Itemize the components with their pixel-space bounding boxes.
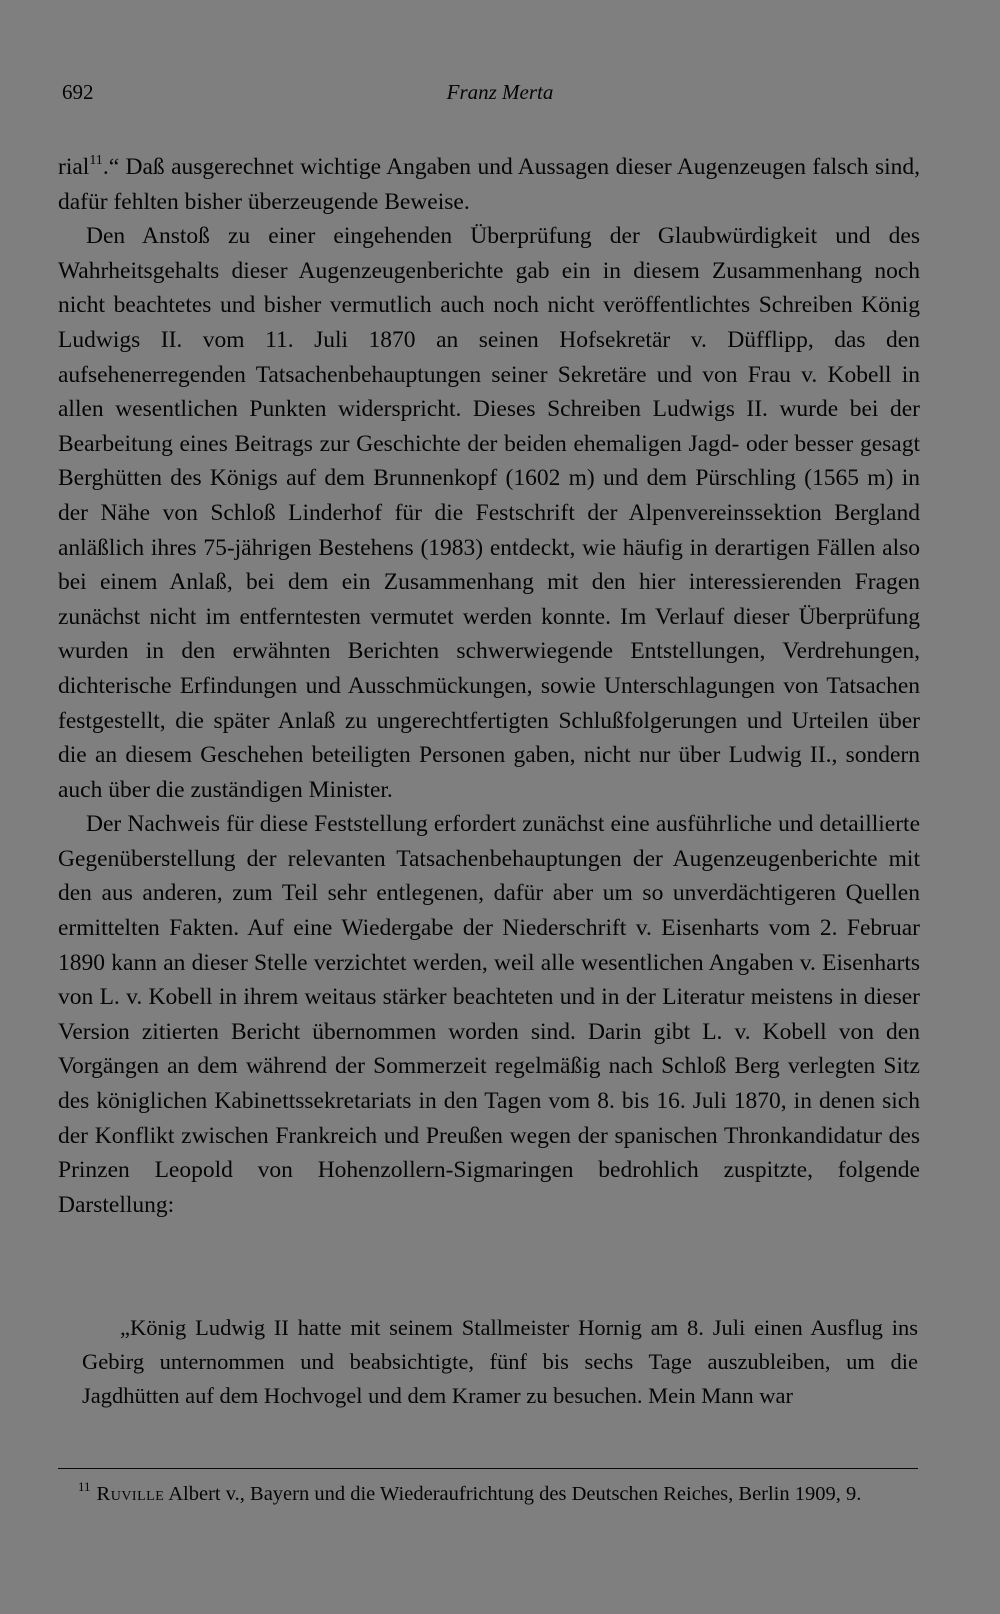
quote-text: „König Ludwig II hatte mit seinem Stallmeister Hornig am 8. Juli einen Ausflug ins Gebirg unternommen und beabsichtigte, fünf bis sechs Tage auszubleiben, um die Jagdhütten auf dem Hochvogel und dem Kramer zu besuchen. Mein Mann war <box>82 1315 918 1408</box>
paragraph-2: Den Anstoß zu einer eingehenden Überprüfung der Glaubwürdigkeit und des Wahrheitsgehalts dieser Augenzeugenberichte gab ein in diesem Zusammenhang noch nicht beachtetes und bisher vermutlich auch noch nicht veröffentlichtes Schreiben König Ludwigs II. vom 11. Juli 1870 an seinen Hofsekretär v. Düfflipp, das den aufsehenerregenden Tatsachenbehauptungen seiner Sekretäre und von Frau v. Kobell in allen wesentlichen Punkten widerspricht. Dieses Schreiben Ludwigs II. wurde bei der Bearbeitung eines Beitrags zur Geschichte der beiden ehemaligen Jagd- oder besser gesagt Berghütten des Königs auf dem Brunnenkopf (1602 m) und dem Pürschling (1565 m) in der Nähe von Schloß Linderhof für die Festschrift der Alpenvereinssektion Bergland anläßlich ihres 75-jährigen Bestehens (1983) entdeckt, wie häufig in derartigen Fällen also bei einem Anlaß, bei dem ein Zusammenhang mit den hier interessierenden Fragen zunächst nicht im entferntesten vermutet werden konnte. Im Verlauf dieser Überprüfung wurden in den erwähnten Berichten schwerwiegende Entstellungen, Verdrehungen, dichterische Erfindungen und Ausschmückungen, sowie Unterschlagungen von Tatsachen festgestellt, die später Anlaß zu ungerechtfertigten Schlußfolgerungen und Urteilen über die an diesem Geschehen beteiligten Personen gaben, nicht nur über Ludwig II., sondern auch über die zuständigen Minister. <box>58 223 920 803</box>
body-text <box>58 150 920 1222</box>
footnote-reference[interactable]: 11 <box>89 153 103 168</box>
page-header <box>62 80 938 112</box>
footnote-author: Ruville <box>96 1483 165 1505</box>
footnote <box>58 1480 918 1508</box>
page-number: 692 <box>62 80 94 104</box>
paragraph-3: Der Nachweis für diese Feststellung erfordert zunächst eine ausführliche und detaillierte Gegenüberstellung der relevanten Tatsachenbehauptungen der Augenzeugenberichte mit den aus anderen, zum Teil sehr entlegenen, dafür aber um so unverdächtigeren Quellen ermittelten Fakten. Auf eine Wiedergabe der Niederschrift v. Eisenharts vom 2. Februar 1890 kann an dieser Stelle verzichtet werden, weil alle wesentlichen Angaben v. Eisenharts von L. v. Kobell in ihrem weitaus stärker beachteten und in der Literatur meistens in dieser Version zitierten Bericht übernommen worden sind. Darin gibt L. v. Kobell von den Vorgängen an dem während der Sommerzeit regelmäßig nach Schloß Berg verlegten Sitz des königlichen Kabinettssekretariats in den Tagen vom 8. bis 16. Juli 1870, in denen sich der Konflikt zwischen Frankreich und Preußen wegen der spanischen Thronkandidatur des Prinzen Leopold von Hohenzollern-Sigmaringen bedrohlich zuspitzte, folgende Darstellung: <box>58 811 920 1218</box>
running-head: Franz Merta <box>446 80 554 104</box>
paragraph-1-text: .“ Daß ausgerechnet wichtige Angaben und Aussagen dieser Augenzeugen falsch sind, dafür fehlten bisher überzeugende Beweise. <box>58 154 920 215</box>
footnote-divider <box>58 1468 918 1469</box>
footnote-text: Albert v., Bayern und die Wiederaufrichtung des Deutschen Reiches, Berlin 1909, 9. <box>164 1483 862 1505</box>
paragraph-1-lead: rial <box>58 154 90 180</box>
footnote-number: 11 <box>78 1479 91 1494</box>
block-quote <box>82 1311 918 1413</box>
paragraph-1 <box>58 150 920 219</box>
